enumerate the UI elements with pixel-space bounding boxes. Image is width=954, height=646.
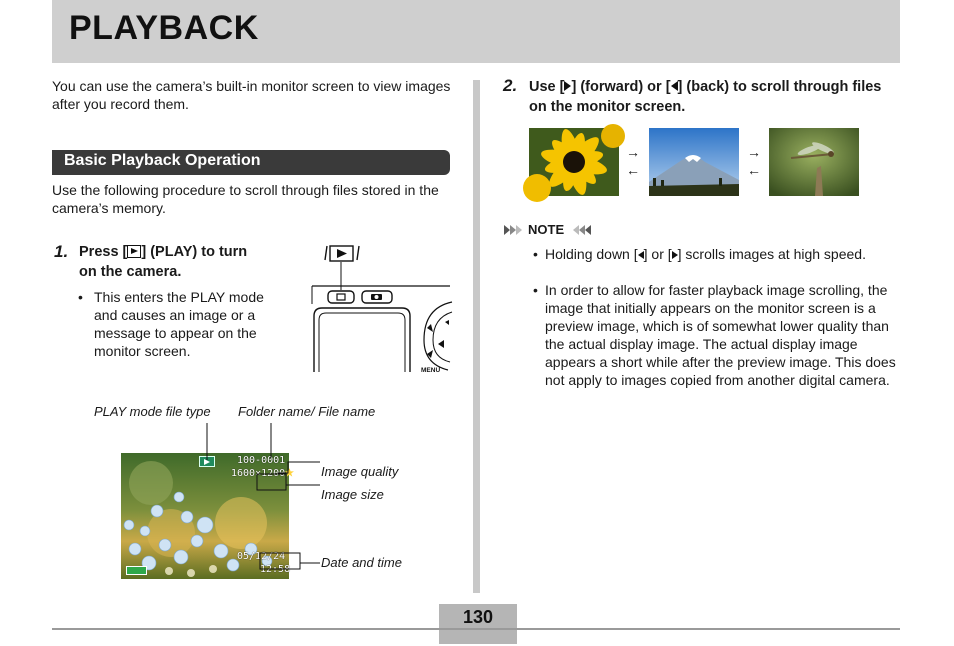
step-1-number: 1. bbox=[54, 242, 69, 261]
step-1-bullet: This enters the PLAY mode and causes an image or a message to appear on the monitor screen. bbox=[94, 289, 264, 359]
example-photo-sunflower bbox=[529, 128, 619, 196]
screen-image-quality-icon: ★ bbox=[285, 468, 294, 479]
callout-lines bbox=[120, 420, 320, 575]
camera-menu-label: MENU bbox=[421, 367, 441, 374]
note-bullet-2: In order to allow for faster playback image scrolling, the image that initially appears on the monitor screen is a preview image, which is of somewhat lower quality than the actual display image. The actual display image appears a short while after the preview image. This does not apply to images copied from another digital camera. bbox=[545, 282, 896, 388]
camera-back-illustration bbox=[310, 240, 452, 376]
footer-line bbox=[52, 628, 900, 630]
note-label: NOTE bbox=[528, 222, 565, 237]
step-1-bullet-dot: • bbox=[78, 289, 83, 305]
screen-image-size: 1600×1200 bbox=[231, 468, 286, 479]
step-2-text-c: ] (back) to scroll through files on the monitor screen. bbox=[529, 79, 882, 115]
label-image-size: Image size bbox=[321, 487, 384, 502]
back-indicator-2: ← bbox=[747, 162, 761, 178]
note-bullet-1-dot: • bbox=[533, 246, 538, 262]
play-button-callout-icon bbox=[325, 246, 359, 261]
note-left-decoration-icon bbox=[503, 224, 525, 236]
example-photo-dragonfly bbox=[769, 128, 859, 196]
play-button-icon bbox=[127, 245, 141, 258]
note-bullet-2-dot: • bbox=[533, 282, 538, 298]
label-play-mode-file-type: PLAY mode file type bbox=[94, 404, 211, 419]
label-date-time: Date and time bbox=[321, 555, 402, 570]
label-image-quality: Image quality bbox=[321, 464, 399, 479]
note-right-decoration-icon bbox=[572, 224, 594, 236]
step-2-instruction bbox=[529, 77, 899, 117]
forward-indicator-1: → bbox=[626, 144, 640, 160]
screen-time: 12:58 bbox=[260, 564, 291, 575]
back-arrow-icon bbox=[671, 81, 678, 91]
screen-date: 05/12/24 bbox=[237, 551, 286, 562]
screen-folder-file-name: 100-0001 bbox=[237, 455, 286, 466]
label-folder-file-name: Folder name/ File name bbox=[238, 404, 376, 419]
step-1-instruction bbox=[79, 242, 264, 282]
note-bullet-1 bbox=[545, 245, 901, 263]
forward-indicator-2: → bbox=[747, 144, 761, 160]
step-2-text-b: ] (forward) or [ bbox=[571, 79, 671, 95]
page-number: 130 bbox=[462, 607, 494, 627]
example-photo-mountain bbox=[649, 128, 739, 196]
page-title: PLAYBACK bbox=[69, 9, 259, 47]
step-2-number: 2. bbox=[503, 76, 518, 95]
note-bullet-1-text-b: ] or [ bbox=[643, 246, 672, 262]
note-bullet-1-text-a: Holding down [ bbox=[545, 246, 638, 262]
section-description: Use the following procedure to scroll through files stored in the camera’s memory. bbox=[52, 182, 439, 216]
back-indicator-1: ← bbox=[626, 162, 640, 178]
step-1-text-b: ] (PLAY) to turn on the camera. bbox=[79, 244, 248, 280]
step-1-text-a: Press [ bbox=[79, 244, 128, 260]
note-bullet-1-text-c: ] scrolls images at high speed. bbox=[677, 246, 866, 262]
column-divider bbox=[473, 80, 480, 593]
step-2-text-a: Use [ bbox=[529, 79, 565, 95]
section-title: Basic Playback Operation bbox=[64, 152, 261, 169]
intro-text: You can use the camera’s built-in monitor screen to view images after you record them. bbox=[52, 78, 451, 112]
play-mode-button bbox=[328, 291, 354, 303]
